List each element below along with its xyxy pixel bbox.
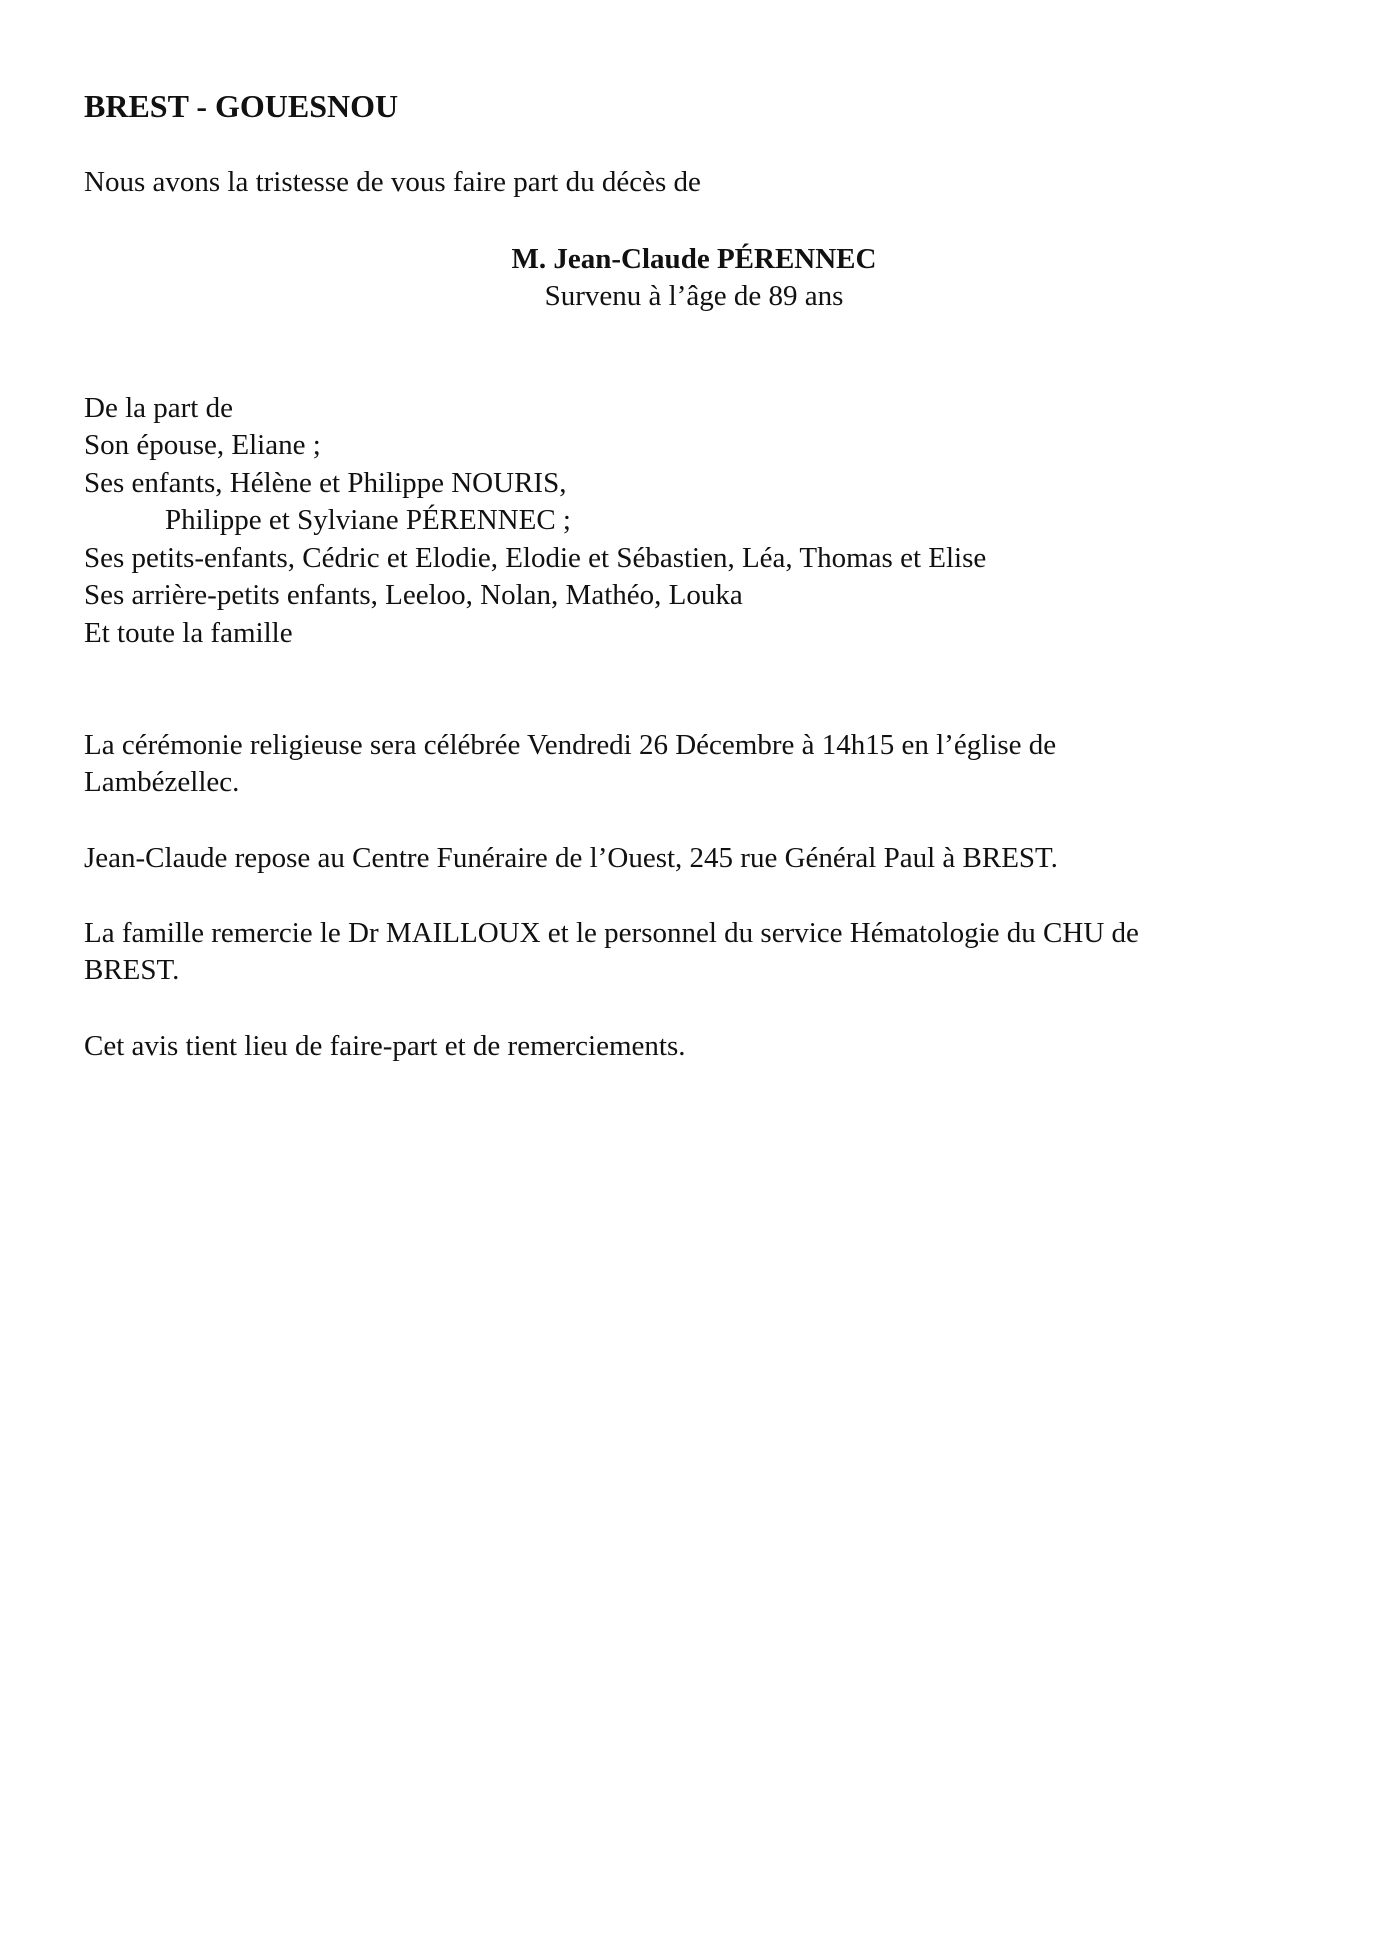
family-children-continued: Philippe et Sylviane PÉRENNEC ; bbox=[165, 504, 571, 536]
family-spouse: Son épouse, Eliane ; bbox=[84, 429, 321, 461]
age-line: Survenu à l’âge de 89 ans bbox=[544, 280, 844, 312]
family-all: Et toute la famille bbox=[84, 617, 293, 649]
heading: BREST - GOUESNOU bbox=[84, 88, 399, 124]
deceased-name: M. Jean-Claude PÉRENNEC bbox=[511, 243, 877, 275]
ceremony-text: La cérémonie religieuse sera célébrée Vendredi 26 Décembre à 14h15 en l’église de bbox=[84, 729, 1057, 761]
family-from: De la part de bbox=[84, 392, 233, 424]
rest-place-text: Jean-Claude repose au Centre Funéraire de l’Ouest, 245 rue Général Paul à BREST. bbox=[84, 842, 1058, 874]
thanks-text-continued: BREST. bbox=[84, 954, 180, 986]
intro-text: Nous avons la tristesse de vous faire part du décès de bbox=[84, 166, 701, 198]
family-children: Ses enfants, Hélène et Philippe NOURIS, bbox=[84, 467, 567, 499]
thanks-text: La famille remercie le Dr MAILLOUX et le personnel du service Hématologie du CHU de bbox=[84, 917, 1139, 949]
family-grandchildren: Ses petits-enfants, Cédric et Elodie, Elodie et Sébastien, Léa, Thomas et Elise bbox=[84, 542, 987, 574]
closing-text: Cet avis tient lieu de faire-part et de remerciements. bbox=[84, 1030, 686, 1062]
ceremony-text-continued: Lambézellec. bbox=[84, 766, 240, 798]
family-great-grandchildren: Ses arrière-petits enfants, Leeloo, Nolan, Mathéo, Louka bbox=[84, 579, 743, 611]
